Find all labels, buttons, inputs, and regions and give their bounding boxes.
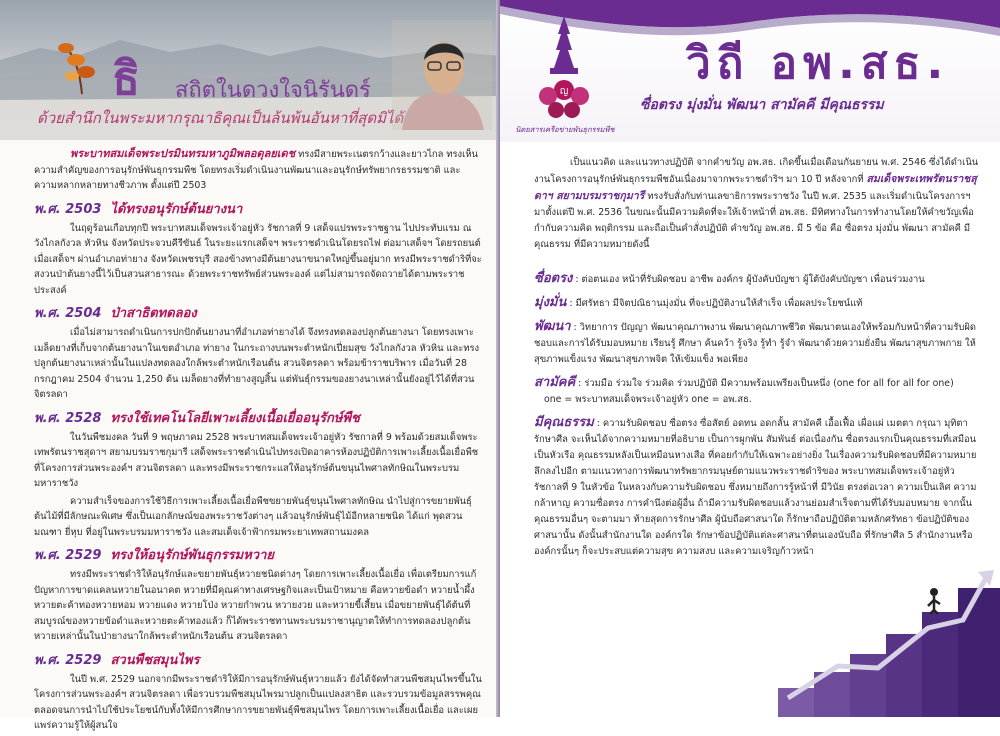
value-item-honesty: ซื่อตรง : ต่อตนเอง หน้าที่รับผิดชอบ อาชีพ องค์กร ผู้บังคับบัญชา ผู้ใต้บังคับบัญชา เพื่อนร่วมงาน xyxy=(534,271,925,286)
value-item-determination: มุ่งมั่น : มีศรัทธา มีจิตปณิธานมุ่งมั่น ที่จะปฏิบัติงานให้สำเร็จ เพื่อผลประโยชน์แท้ xyxy=(534,295,863,310)
princess-name: สมเด็จพระเทพรัตนราชสุดาฯ สยามบรมราชกุมารี xyxy=(534,173,977,202)
orchid-flower-icon xyxy=(52,34,112,98)
section-paragraph: เมื่อไม่สามารถดำเนินการปกปักต้นยางนาที่อำเภอท่ายางได้ จึงทรงทดลองปลูกต้นยางนา โดยทรงเพาะเมล็ดยางที่เก็บจากต้นยางนาในเขตอำเภอ ท่ายาง ในกระถางบนพระตำหนักเปี่ยมสุข วังไกลกังวล หัวหิน และทรงปลูกต้นยางนาเหล่านั้นในแปลงทดลองใกล้พระตำหนักเรือนต้น สวนจิตรลดา พร้อมข้าราชบริพาร เมื่อวันที่ 28 กรกฎาคม 2504 จำนวน 1,250 ต้น เมล็ดยางที่ทำยางสูญสิ้น แต่พันธุ์กรรมของยางนาเหล่านั้นยังอยู่ไว้ได้ที่สวนจิตรลดา xyxy=(34,327,480,400)
section-paragraph: ในวันพืชมงคล วันที่ 9 พฤษภาคม 2528 พระบาทสมเด็จพระเจ้าอยู่หัว รัชกาลที่ 9 พร้อมด้วยสมเด็จพระเทพรัตนราชสุดาฯ สยามบรมราชกุมารี เสด็จพระราชดำเนินไปทรงเปิดอาคารห้องปฏิบัติการเพาะเลี้ยงเนื้อเยื่อพืชที่โครงการส่วนพระองค์ฯ สวนจิตรลดา และทรงมีพระราชกระแสให้อนุรักษ์ต้นขนุนไพศาลทักษิณในพระบรมมหาราชวัง xyxy=(34,431,479,489)
intro-paragraph xyxy=(34,146,482,194)
right-intro-paragraph: เป็นแนวคิด และแนวทางปฏิบัติ จากคำขวัญ อพ.สธ. เกิดขึ้นเมื่อเดือนกันยายน พ.ศ. 2546 ซึ่งได้ดำเนินงานโครงการอนุรักษ์พันธุกรรมพืชอันเนื่องมาจากพระราชดำริฯ มา 10 ปี หลังจากที่ สมเด็จพระเทพรัตนราชสุดาฯ สยามบรมราชกุมารี ทรงรับสั่งกับท่านเลขาธิการพระราชวัง ในปี พ.ศ. 2535 และเริ่มดำเนินโครงการฯ มาตั้งแต่ปี พ.ศ. 2536 ในขณะนั้นมีความคิดที่จะให้เจ้าหน้าที่ อพ.สธ. มีทิศทางในการทำงานโดยให้คำขวัญเพื่อกำกับความคิด พฤติกรรม และถือเป็นคำสั่งปฏิบัติ คำขวัญ อพ.สธ. มี 5 ข้อ คือ ซื่อตรง มุ่งมั่น พัฒนา สามัคคี มีคุณธรรม ที่มีความหมายดังนี้ xyxy=(534,157,979,250)
section-heading-2528: พ.ศ. 2528 ทรงใช้เทคโนโลยีเพาะเลี้ยงเนื้อเยื่ออนุรักษ์พืช xyxy=(34,410,360,426)
decorative-initial: ธิ xyxy=(112,51,141,105)
intro-lead: พระบาทสมเด็จพระปรมินทรมหาภูมิพลอดุลยเดช xyxy=(70,147,296,160)
left-header xyxy=(0,0,500,140)
right-header-subtitle: ซื่อตรง มุ่งมั่น พัฒนา สามัคคี มีคุณธรรม xyxy=(640,97,884,113)
right-header xyxy=(500,0,1000,142)
value-item-development: พัฒนา : วิทยาการ ปัญญา พัฒนาคุณภาพงาน พัฒนาคุณภาพชีวิต พัฒนาตนเองให้พร้อมกับหน้าที่ความรับผิดชอบและการได้รับมอบหมาย เรียนรู้ ศึกษา ค้นคว้า รู้จริง รู้ทำ รู้จำ พัฒนาด้วยความยั่งยืน พัฒนาสุขภาพกาย ให้สุขภาพแข็งแรง พัฒนาสุขภาพจิต ให้เข้มแข็ง พอเพียง xyxy=(534,319,976,365)
growth-stairs-image xyxy=(758,548,1000,717)
intro-text: ทรงมีสายพระเนตรกว้างและยาวไกล ทรงเห็นความสำคัญของการอนุรักษ์พันธุกรรมพืช โดยทรงเริ่มดำเนินงานพัฒนาและอนุรักษ์ทรัพยากรธรรมชาติ และความหลากหลายทางชีวภาพ ตั้งแต่ปี 2503 xyxy=(34,149,478,191)
right-header-title: วิถี อพ.สธ. xyxy=(686,38,950,89)
section-paragraph: ทรงมีพระราชดำริให้อนุรักษ์และขยายพันธุ์หวายชนิดต่างๆ โดยการเพาะเลี้ยงเนื้อเยื่อ เพื่อเตรียมการแก้ปัญหาการขาดแคลนหวายในอนาคต หวายที่มีคุณค่าทางเศรษฐกิจและเป็นเป้าหมาย คือหวายข้อดำ หวายน้ำผึ้ง หวายตะค้าทองหวายหอม หวายแดง หวายโป่ง หวายกำพวน หวายงวย และหวายขี้เสี้ยน เมื่อขยายพันธุ์ได้ต้นที่สมบูรณ์ของหวายข้อดำและหวายตะค้าทองแล้ว ก็ได้พระราชทานพระบรมราชานุญาตให้ทำการทดลองปลูกต้นหวายเหล่านั้นในป่ายางนาใกล้พระตำหนักเรือนต้น สวนจิตรลดา xyxy=(34,569,477,642)
svg-text:ญ: ญ xyxy=(559,86,569,97)
logo-caption: นิตยสารเครือข่ายพันธุกรรมพืช xyxy=(515,125,615,134)
left-header-title: สถิตในดวงใจนิรันดร์ xyxy=(175,78,371,103)
section-paragraph: ความสำเร็จของการใช้วิธีการเพาะเลี้ยงเนื้อเยื่อพืชขยายพันธุ์ขนุนไพศาลทักษิณ นำไปสู่การขยายพันธุ์ต้นไม้ที่มีลักษณะพิเศษ ซึ่งเป็นเอกลักษณ์ของพระราชวังต่างๆ แล้วอนุรักษ์พันธุ์ไม้อีกหลายชนิด ได้แก่ พุดสวน มณฑา ยี่หุบ ที่อยู่ในพระบรมมหาราชวัง และสมเด็จเจ้าฟ้ากรมพระยาเทพสถานมงคล xyxy=(34,495,472,538)
left-header-subtitle: ด้วยสำนึกในพระมหากรุณาธิคุณเป็นล้นพ้นอันหาที่สุดมิได้ xyxy=(37,109,404,127)
section-heading-2529-rattan: พ.ศ. 2529 ทรงให้อนุรักษ์พันธุกรรมหวาย xyxy=(34,548,274,563)
aorpor-sortor-logo-icon xyxy=(526,14,602,132)
value-item-unity: สามัคคี : ร่วมมือ ร่วมใจ ร่วมคิด ร่วมปฏิบัติ มีความพร้อมเพรียงเป็นหนึ่ง (one for all for all for one) one = พระบาทสมเด็จพระเจ้าอยู่หัว one = อพ.สธ. xyxy=(534,375,954,405)
section-heading-2529-herbs: พ.ศ. 2529 สวนพืชสมุนไพร xyxy=(34,652,200,668)
left-body xyxy=(34,146,482,736)
king-portrait-image xyxy=(392,20,492,130)
section-paragraph: ในปี พ.ศ. 2529 นอกจากมีพระราชดำริให้มีการอนุรักษ์พันธุ์หวายแล้ว ยังได้จัดทำสวนพืชสมุนไพรขึ้นในโครงการส่วนพระองค์ฯ สวนจิตรลดา เพื่อรวบรวมพืชสมุนไพรมาปลูกเป็นแปลงสาธิต และรวบรวมข้อมูลสรรพคุณ ตลอดจนการนำไปใช้ประโยชน์กับทั้งให้มีการศึกษาการขยายพันธุ์พืชสมุนไพร โดยการเพาะเลี้ยงเนื้อเยื่อ และเผยแพร่ความรู้ให้ผู้สนใจ xyxy=(34,673,482,731)
section-heading-2504: พ.ศ. 2504 ป่าสาธิตทดลอง xyxy=(34,306,197,321)
right-page xyxy=(500,0,1000,717)
section-heading-2503: พ.ศ. 2503 ได้ทรงอนุรักษ์ต้นยางนา xyxy=(34,201,243,217)
value-item-morality: มีคุณธรรม : ความรับผิดชอบ ซื่อตรง ซื่อสัตย์ อดทน อดกลั้น สามัคคี เอื้อเฟื้อ เผื่อแผ่ เมตตา กรุณา มุทิตา รักษาศีล จะเห็นได้จากความหมายที่อธิบาย เป็นการผูกพัน สัมพันธ์ ต่อเนื่องกัน ซื่อตรงแรกเป็นคุณธรรมที่เสมือนเป็นหัวเรือ คุณธรรมหลังเป็นเหมือนหางเสือ ที่คอยกำกับให้เฉพาะอย่างยิ่ง ในเรื่องความรับผิดชอบที่มีความหมายลึกลงไปอีก ตามแนวทางการพัฒนาทรัพยากรมนุษย์ตามแนวพระราชดำริของ พระบาทสมเด็จพระเจ้าอยู่หัว รัชกาลที่ 9 ในหัวข้อ ในหลวงกับความรับผิดชอบ ซึ่งหมายถึงการรู้หน้าที่ มีวินัย ตรงต่อเวลา ความเป็นเลิศ ความกล้าหาญ ความซื่อตรง การคำนึงต่อผู้อื่น ถ้ามีความรับผิดชอบแล้วงานย่อมสำเร็จตามที่ได้รับมอบหมาย จากนั้นคุณธรรมอื่นๆ จะตามมา ท้ายสุดการรักษาศีล ผู้นับถือศาสนาใด ก็รักษาถือปฏิบัติตามหลักศรัทธา ข้อปฏิบัติของศาสนานั้น ดังนั้นสำนักงานใด องค์กรใด รักษาข้อปฏิบัติแต่ละศาสนาที่ตนเองนับถือ ที่รักษาศีล 5 สำนักงานหรือองค์กรนั้นๆ ก็จะประสบแต่ความสุข ความสงบ และความเจริญก้าวหน้า xyxy=(534,415,977,557)
section-paragraph: ในฤดูร้อนเกือบทุกปี พระบาทสมเด็จพระเจ้าอยู่หัว รัชกาลที่ 9 เสด็จแปรพระราชฐาน ไปประทับแรม ณ วังไกลกังวล หัวหิน จังหวัดประจวบคีรีขันธ์ ในระยะแรกเสด็จฯ พระราชดำเนินโดยรถไฟ ต่อมาเสด็จฯ โดยรถยนต์ เมื่อเสด็จฯ ผ่านอำเภอท่ายาง จังหวัดเพชรบุรี สองข้างทางมีต้นยางนาขนาดใหญ่ขึ้นอยู่มาก ทรงมีพระราชดำริที่จะสงวนป่าต้นยางนี้ไว้เป็นสวนสาธารณะ ด้วยพระราชทรัพย์ส่วนพระองค์ แต่ไม่สามารถจัดถวายได้ตามพระราชประสงค์ xyxy=(34,222,482,296)
right-body xyxy=(534,155,984,567)
left-page xyxy=(0,0,500,731)
